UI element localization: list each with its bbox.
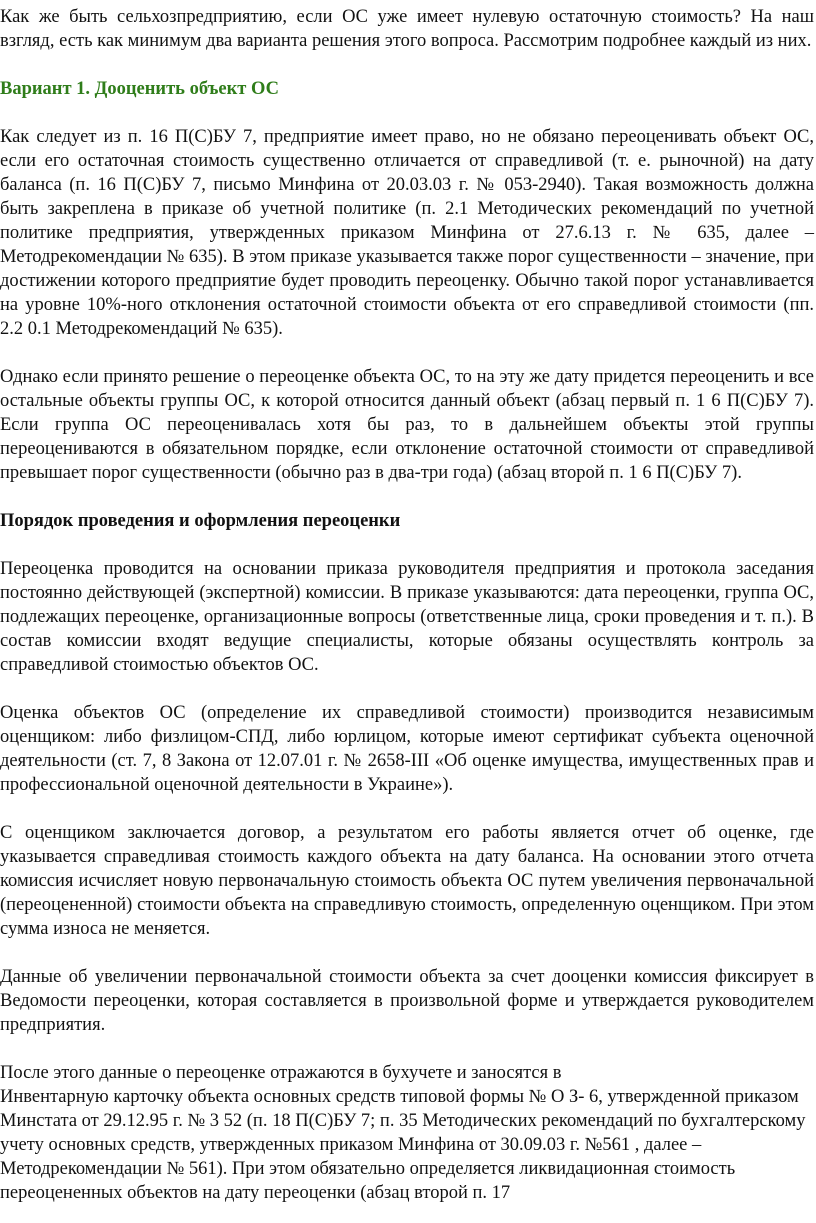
paragraph-revaluation-right: Как следует из п. 16 П(С)БУ 7, предприятие имеет право, но не обязано переоценивать объект ОС, если его остаточная стоимость существенно отличается от справедливой (т. е. рыночной) на дату баланса (п. 16 П(С)БУ 7, письмо Минфина от 20.03.03 г. № 053-2940). Такая возможность должна быть закреплена в приказе об учетной политике (п. 2.1 Методических рекомендаций по учетной политике предприятия, утвержденных приказом Минфина от 27.6.13 г. № 635, далее – Методрекомендации № 635). В этом приказе указывается также порог существенности – значение, при достижении которого предприятие будет проводить переоценку. Обычно такой порог устанавливается на уровне 10%-ного отклонения остаточной стоимости объекта от его справедливой стоимости (пп. 2.2 0.1 Методрекомендаций № 635). <box>0 127 814 339</box>
variant-1-heading: Вариант 1. Дооценить объект ОС <box>0 79 279 99</box>
paragraph-revaluation-statement: Данные об увеличении первоначальной стоимости объекта за счет дооценки комиссия фиксирует в Ведомости переоценки, которая составляется в произвольной форме и утверждается руководителем предприятия. <box>0 967 814 1035</box>
paragraph-appraisal-contract: С оценщиком заключается договор, а результатом его работы является отчет об оценке, где указывается справедливая стоимость каждого объекта на дату баланса. На основании этого отчета комиссия исчисляет новую первоначальную стоимость объекта ОС путем увеличения первоначальной (переоцененной) стоимости объекта на справедливую стоимость, определенную оценщиком. При этом сумма износа не меняется. <box>0 823 814 939</box>
paragraph-accounting-rest: Инвентарную карточку объекта основных средств типовой формы № О З- 6, утвержденной приказом Минстата от 29.12.95 г. № 3 52 (п. 18 П(С)БУ 7; п. 35 Методических рекомендаций по бухгалтерскому учету основных средств, утвержденных приказом Минфина от 30.09.03 г. №561 , далее – Методрекомендации № 561). При этом обязательно определяется ликвидационная стоимость переоцененных объектов на дату переоценки (абзац второй п. 17 <box>0 1087 806 1203</box>
paragraph-appraiser: Оценка объектов ОС (определение их справедливой стоимости) производится независимым оценщиком: либо физлицом-СПД, либо юрлицом, которые имеют сертификат субъекта оценочной деятельности (ст. 7, 8 Закона от 12.07.01 г. № 2658-III «Об оценке имущества, имущественных прав и профессиональной оценочной деятельности в Украине»). <box>0 703 814 795</box>
intro-paragraph: Как же быть сельхозпредприятию, если ОС уже имеет нулевую остаточную стоимость? На наш взгляд, есть как минимум два варианта решения этого вопроса. Рассмотрим подробнее каждый из них. <box>0 7 814 51</box>
procedure-heading: Порядок проведения и оформления переоценки <box>0 511 401 531</box>
paragraph-order-commission: Переоценка проводится на основании приказа руководителя предприятия и протокола заседания постоянно действующей (экспертной) комиссии. В приказе указываются: дата переоценки, группа ОС, подлежащих переоценке, организационные вопросы (ответственные лица, сроки проведения и т. п.). В состав комиссии входят ведущие специалисты, которые обязаны осуществлять контроль за справедливой стоимостью объектов ОС. <box>0 559 814 675</box>
paragraph-group-revaluation: Однако если принято решение о переоценке объекта ОС, то на эту же дату придется переоценить и все остальные объекты группы ОС, к которой относится данный объект (абзац первый п. 1 6 П(С)БУ 7). Если группа ОС переоценивалась хотя бы раз, то в дальнейшем объекты этой группы переоцениваются в обязательном порядке, если отклонение остаточной стоимости от справедливой превышает порог существенности (обычно раз в два-три года) (абзац второй п. 1 6 П(С)БУ 7). <box>0 367 814 483</box>
paragraph-accounting-lead: После этого данные о переоценке отражаются в бухучете и заносятся в <box>0 1063 562 1083</box>
